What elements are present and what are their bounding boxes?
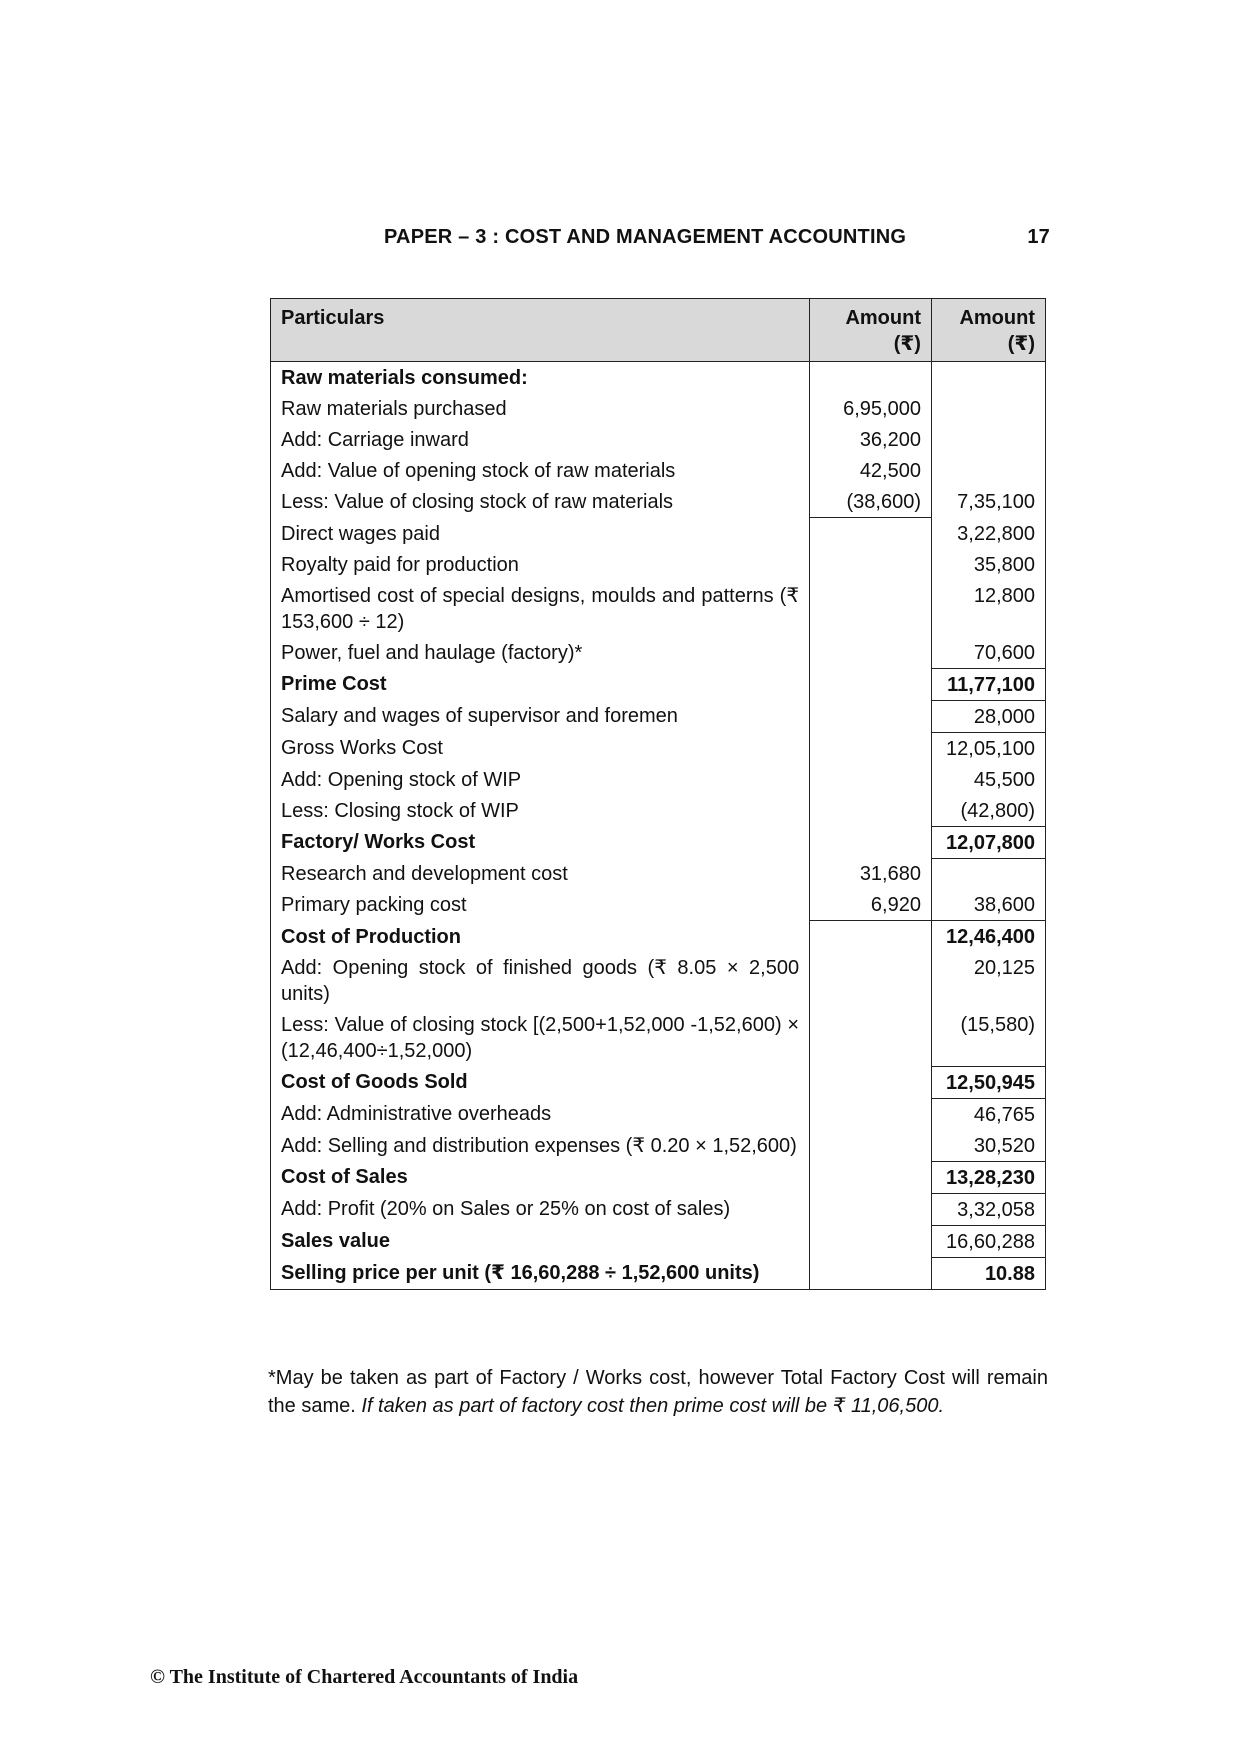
table-row <box>271 362 1046 394</box>
row-amount-1 <box>810 668 932 700</box>
table-row <box>271 1161 1046 1193</box>
page-header <box>270 226 1050 256</box>
row-amount-2: (42,800) <box>931 795 1045 827</box>
row-amount-2: 12,800 <box>931 580 1045 637</box>
table-row <box>271 921 1046 953</box>
row-amount-2 <box>931 362 1045 394</box>
table-header-row <box>271 299 1046 362</box>
row-label: Power, fuel and haulage (factory)* <box>271 637 810 669</box>
row-amount-1 <box>810 362 932 394</box>
row-amount-2 <box>931 455 1045 486</box>
table-row <box>271 549 1046 580</box>
row-amount-1 <box>810 518 932 549</box>
table-row <box>271 732 1046 764</box>
table-row <box>271 952 1046 1009</box>
copyright-notice: © The Institute of Chartered Accountants of India <box>150 1666 579 1688</box>
row-amount-2: 7,35,100 <box>931 486 1045 518</box>
row-label: Prime Cost <box>271 668 810 700</box>
table-row <box>271 486 1046 518</box>
row-label: Selling price per unit (₹ 16,60,288 ÷ 1,52,600 units) <box>271 1257 810 1289</box>
table-row <box>271 1009 1046 1066</box>
row-amount-2: 12,05,100 <box>931 732 1045 764</box>
row-amount-1 <box>810 1009 932 1066</box>
table-row <box>271 858 1046 889</box>
header-particulars: Particulars <box>271 299 810 362</box>
row-amount-2: 3,22,800 <box>931 518 1045 549</box>
row-amount-1 <box>810 826 932 858</box>
table-row <box>271 1257 1046 1289</box>
row-amount-2: 35,800 <box>931 549 1045 580</box>
table-row <box>271 637 1046 669</box>
row-amount-2 <box>931 424 1045 455</box>
table-row <box>271 455 1046 486</box>
row-amount-2: 38,600 <box>931 889 1045 921</box>
paper-title: PAPER – 3 : COST AND MANAGEMENT ACCOUNTING <box>384 226 907 248</box>
table-row <box>271 1098 1046 1130</box>
row-amount-1 <box>810 732 932 764</box>
row-amount-2: 11,77,100 <box>931 668 1045 700</box>
row-amount-2: 20,125 <box>931 952 1045 1009</box>
row-label: Salary and wages of supervisor and foremen <box>271 700 810 732</box>
row-amount-2: 45,500 <box>931 764 1045 795</box>
row-amount-1: 6,95,000 <box>810 393 932 424</box>
row-label: Direct wages paid <box>271 518 810 549</box>
row-label: Raw materials consumed: <box>271 362 810 394</box>
table-row <box>271 1066 1046 1098</box>
row-amount-2: 3,32,058 <box>931 1193 1045 1225</box>
table-row <box>271 424 1046 455</box>
table-row <box>271 1130 1046 1162</box>
row-amount-1 <box>810 1193 932 1225</box>
row-amount-1 <box>810 700 932 732</box>
row-label: Cost of Goods Sold <box>271 1066 810 1098</box>
table-row <box>271 518 1046 549</box>
row-amount-2: 70,600 <box>931 637 1045 669</box>
table-row <box>271 393 1046 424</box>
row-label: Raw materials purchased <box>271 393 810 424</box>
row-amount-2: 12,50,945 <box>931 1066 1045 1098</box>
table-row <box>271 764 1046 795</box>
header-amount-1: Amount (₹) <box>810 299 932 362</box>
row-label: Add: Selling and distribution expenses (₹ 0.20 × 1,52,600) <box>271 1130 810 1162</box>
row-label: Add: Value of opening stock of raw materials <box>271 455 810 486</box>
row-label: Factory/ Works Cost <box>271 826 810 858</box>
row-amount-1 <box>810 795 932 827</box>
row-label: Less: Closing stock of WIP <box>271 795 810 827</box>
row-amount-2 <box>931 393 1045 424</box>
table-row <box>271 826 1046 858</box>
row-amount-2: 13,28,230 <box>931 1161 1045 1193</box>
row-label: Gross Works Cost <box>271 732 810 764</box>
footnote-text: *May be taken as part of Factory / Works cost, however Total Factory Cost will remain the same. <box>268 1367 1048 1417</box>
row-amount-2: 16,60,288 <box>931 1225 1045 1257</box>
table-row <box>271 795 1046 827</box>
row-amount-1: 31,680 <box>810 858 932 889</box>
row-amount-2: 30,520 <box>931 1130 1045 1162</box>
row-amount-2: 28,000 <box>931 700 1045 732</box>
row-label: Add: Profit (20% on Sales or 25% on cost of sales) <box>271 1193 810 1225</box>
row-label: Less: Value of closing stock of raw materials <box>271 486 810 518</box>
table-row <box>271 668 1046 700</box>
row-amount-1 <box>810 637 932 669</box>
row-label: Add: Opening stock of WIP <box>271 764 810 795</box>
row-label: Add: Administrative overheads <box>271 1098 810 1130</box>
row-amount-1 <box>810 1225 932 1257</box>
row-label: Sales value <box>271 1225 810 1257</box>
row-amount-1 <box>810 549 932 580</box>
row-amount-1: 36,200 <box>810 424 932 455</box>
row-amount-1 <box>810 1130 932 1162</box>
footnote-italic-text: If taken as part of factory cost then prime cost will be ₹ 11,06,500. <box>361 1395 945 1417</box>
row-amount-1 <box>810 1098 932 1130</box>
row-amount-2: (15,580) <box>931 1009 1045 1066</box>
cost-sheet-table <box>270 298 1046 1290</box>
row-amount-1: 42,500 <box>810 455 932 486</box>
row-label: Cost of Sales <box>271 1161 810 1193</box>
row-label: Add: Carriage inward <box>271 424 810 455</box>
row-amount-2: 10.88 <box>931 1257 1045 1289</box>
row-amount-1 <box>810 580 932 637</box>
row-amount-1 <box>810 1066 932 1098</box>
row-label: Primary packing cost <box>271 889 810 921</box>
header-amount-2: Amount (₹) <box>931 299 1045 362</box>
row-amount-1: 6,920 <box>810 889 932 921</box>
row-amount-1 <box>810 1161 932 1193</box>
table-row <box>271 580 1046 637</box>
row-label: Research and development cost <box>271 858 810 889</box>
row-amount-2: 12,46,400 <box>931 921 1045 953</box>
table-row <box>271 700 1046 732</box>
row-label: Cost of Production <box>271 921 810 953</box>
footnote <box>268 1364 1048 1420</box>
row-amount-1 <box>810 1257 932 1289</box>
row-label: Royalty paid for production <box>271 549 810 580</box>
row-amount-2: 12,07,800 <box>931 826 1045 858</box>
table-row <box>271 1225 1046 1257</box>
table-row <box>271 889 1046 921</box>
row-label: Less: Value of closing stock [(2,500+1,52,000 -1,52,600) × (12,46,400÷1,52,000) <box>271 1009 810 1066</box>
row-amount-1 <box>810 764 932 795</box>
page-number: 17 <box>1027 226 1050 248</box>
table-row <box>271 1193 1046 1225</box>
row-amount-1 <box>810 952 932 1009</box>
row-amount-1: (38,600) <box>810 486 932 518</box>
row-label: Amortised cost of special designs, moulds and patterns (₹ 153,600 ÷ 12) <box>271 580 810 637</box>
row-amount-1 <box>810 921 932 953</box>
row-amount-2: 46,765 <box>931 1098 1045 1130</box>
row-label: Add: Opening stock of finished goods (₹ 8.05 × 2,500 units) <box>271 952 810 1009</box>
row-amount-2 <box>931 858 1045 889</box>
